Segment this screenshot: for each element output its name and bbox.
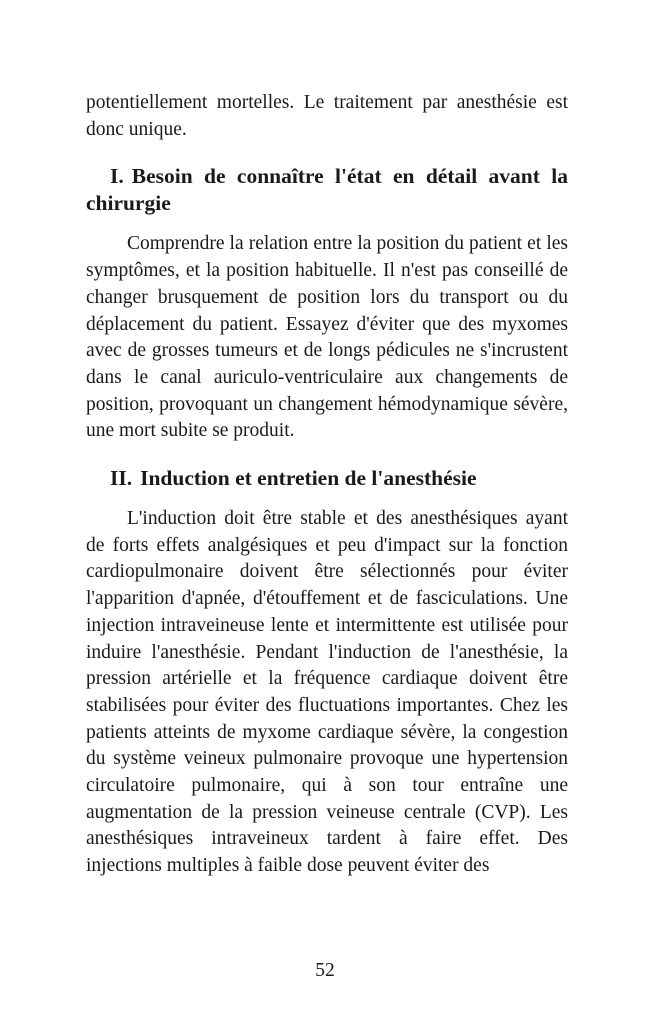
intro-paragraph: potentiellement mortelles. Le traitement par anesthésie est donc unique. bbox=[86, 92, 568, 140]
section-paragraph-2: L'induction doit être stable et des anesthésiques ayant de forts effets analgésiques et peu d'impact sur la fonction cardiopulmonaire doivent être sélectionnés pour éviter l'apparition d'apnée, d'étouffement et de fasciculations. Une injection intraveineuse lente et intermittente est utilisée pour induire l'anesthésie. Pendant l'induction de l'anesthésie, la pression artérielle et la fréquence cardiaque doivent être stabilisées pour éviter des fluctuations importantes. Chez les patients atteints de myxome cardiaque sévère, la congestion du système veineux pulmonaire provoque une hypertension circulatoire pulmonaire, qui à son tour entraîne une augmentation de la pression veineuse centrale (CVP). Les anesthésiques intraveineux tardent à faire effet. Des injections multiples à faible dose peuvent éviter des bbox=[86, 508, 568, 877]
section-paragraph-1: Comprendre la relation entre la position du patient et les symptômes, et la position habituelle. Il n'est pas conseillé de changer brusquement de position lors du transport ou du déplacement du patient. Essayez d'éviter que des myxomes avec de grosses tumeurs et de longs pédicules ne s'incrustent dans le canal auriculo-ventriculaire aux changements de position, provoquant un changement hémodynamique sévère, une mort subite se produit. bbox=[86, 233, 568, 442]
page-body bbox=[86, 90, 568, 880]
section-title-1: Besoin de connaître l'état en détail avant la chirurgie bbox=[86, 164, 568, 216]
page-number: 52 bbox=[315, 960, 335, 981]
section-title-2: Induction et entretien de l'anesthésie bbox=[140, 466, 477, 491]
section-number-2: II. bbox=[110, 466, 133, 491]
section-number-1: I. bbox=[110, 164, 124, 189]
section-heading-2 bbox=[86, 465, 568, 492]
section-heading-1 bbox=[86, 163, 568, 217]
